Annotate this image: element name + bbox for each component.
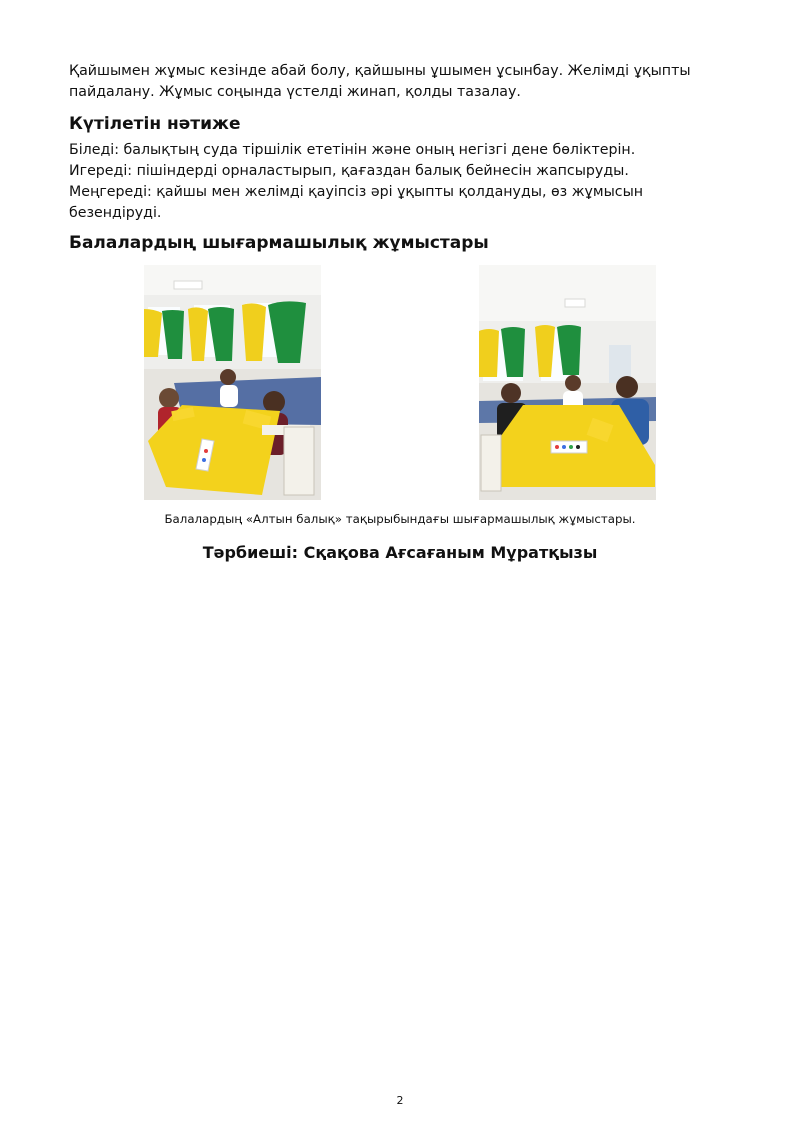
intro-paragraph: [69, 61, 729, 103]
result-paragraph: [69, 140, 729, 224]
result-line-decorate: безендіруді.: [69, 205, 162, 221]
teacher-name: Тәрбиеші: Сқақова Ағсағаным Мұратқызы: [202, 543, 598, 562]
classroom-photo-1: [144, 265, 321, 500]
intro-line-2: пайдалану. Жұмыс соңында үстелді жинап, қолды тазалау.: [69, 84, 521, 100]
page-number: 2: [396, 1094, 404, 1107]
result-line-skills: Меңгереді: қайшы мен желімді қауіпсіз әрі ұқыпты қолдануды, өз жұмысын: [69, 184, 644, 200]
result-line-knows: Біледі: балықтың суда тіршілік ететінін және оның негізгі дене бөліктерін.: [69, 142, 636, 158]
result-heading: Күтілетін нәтиже: [69, 114, 241, 134]
result-line-masters: Игереді: пішіндерді орналастырып, қағаздан балық бейнесін жапсыруды.: [69, 163, 629, 179]
works-heading: Балалардың шығармашылық жұмыстары: [69, 233, 489, 253]
photos-caption: Балалардың «Алтын балық» тақырыбындағы шығармашылық жұмыстары.: [164, 512, 636, 526]
intro-line-1: Қайшымен жұмыс кезінде абай болу, қайшыны ұшымен ұсынбау. Желімді ұқыпты: [69, 63, 691, 79]
classroom-photo-2: [479, 265, 656, 500]
